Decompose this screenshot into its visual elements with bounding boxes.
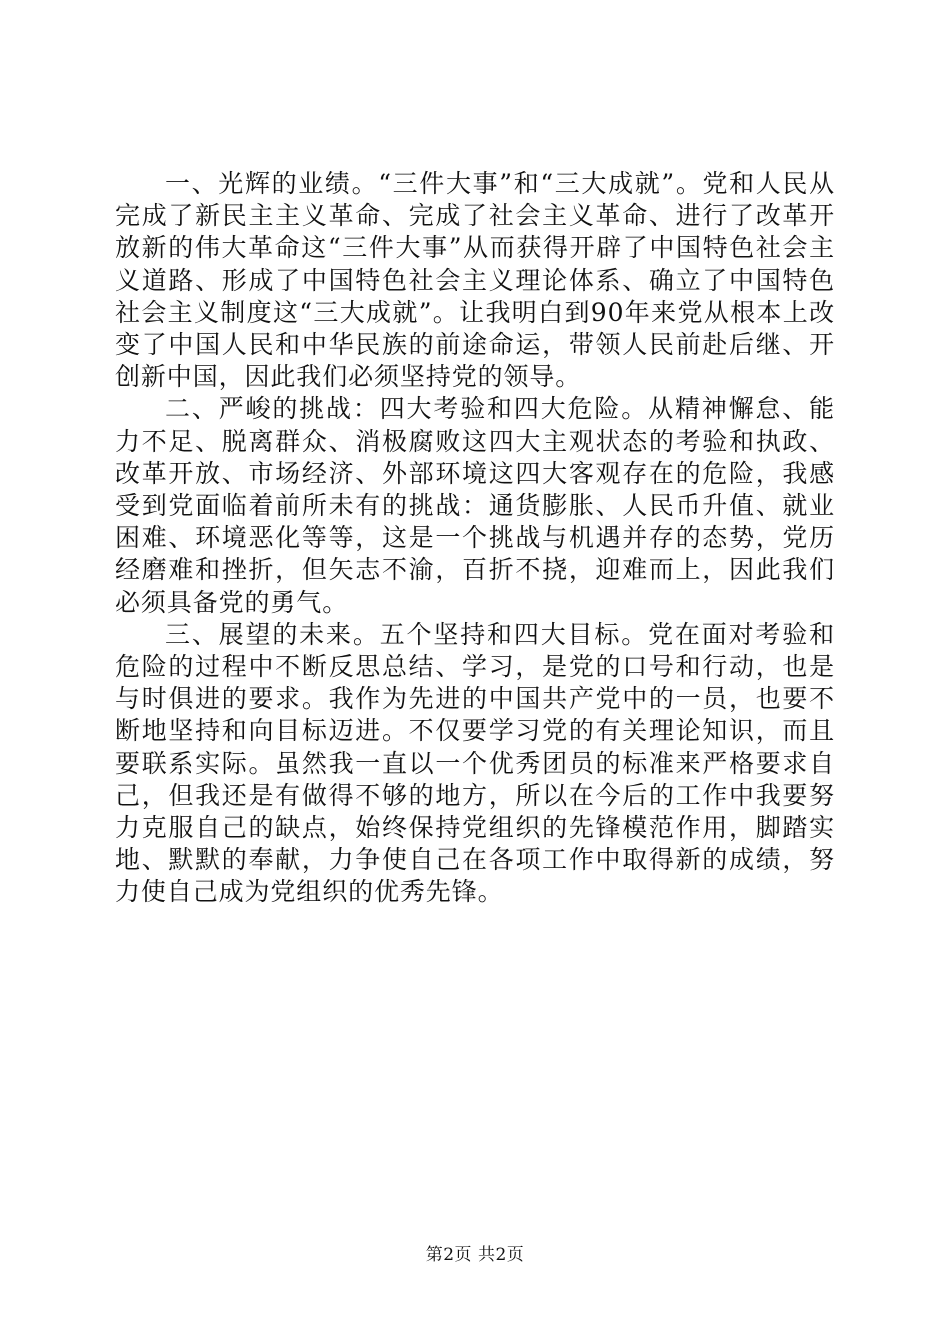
- paragraph-achievements: 一、光辉的业绩。“三件大事”和“三大成就”。党和人民从完成了新民主主义革命、完成了社会主义革命、进行了改革开放新的伟大革命这“三件大事”从而获得开辟了中国特色社会主义道路、形成了中国特色社会主义理论体系、确立了中国特色社会主义制度这“三大成就”。让我明白到90年来党从根本上改变了中国人民和中华民族的前途命运，带领人民前赴后继、开创新中国，因此我们必须坚持党的领导。: [115, 169, 835, 392]
- page-footer: 第2页 共2页: [425, 1245, 525, 1265]
- document-body: [115, 168, 835, 909]
- paragraph-challenges: 二、严峻的挑战：四大考验和四大危险。从精神懈怠、能力不足、脱离群众、消极腐败这四大主观状态的考验和执政、改革开放、市场经济、外部环境这四大客观存在的危险，我感受到党面临着前所未有的挑战：通货膨胀、人民币升值、就业困难、环境恶化等等，这是一个挑战与机遇并存的态势，党历经磨难和挫折，但矢志不渝，百折不挠，迎难而上，因此我们必须具备党的勇气。: [115, 394, 835, 617]
- paragraph-future: 三、展望的未来。五个坚持和四大目标。党在面对考验和危险的过程中不断反思总结、学习，是党的口号和行动，也是与时俱进的要求。我作为先进的中国共产党中的一员，也要不断地坚持和向目标迈进。不仅要学习党的有关理论知识，而且要联系实际。虽然我一直以一个优秀团员的标准来严格要求自己，但我还是有做得不够的地方，所以在今后的工作中我要努力克服自己的缺点，始终保持党组织的先锋模范作用，脚踏实地、默默的奉献，力争使自己在各项工作中取得新的成绩，努力使自己成为党组织的优秀先锋。: [115, 619, 835, 907]
